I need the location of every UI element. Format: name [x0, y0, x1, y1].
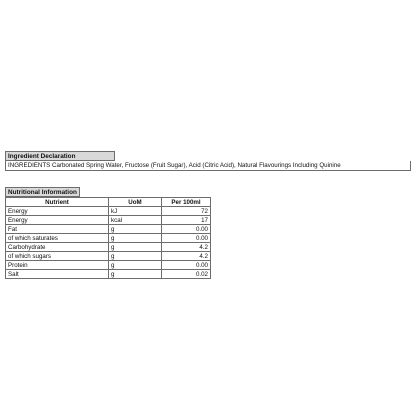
nutritional-information-heading: Nutritional Information — [5, 187, 80, 197]
nutrient-name: Energy — [6, 216, 109, 225]
nutrient-value: 0.02 — [162, 270, 211, 279]
column-header-per-100ml: Per 100ml — [162, 198, 211, 207]
table-row — [6, 252, 211, 261]
nutrient-value: 17 — [162, 216, 211, 225]
nutrient-unit: g — [109, 243, 162, 252]
table-row — [6, 234, 211, 243]
product-info-sheet — [5, 151, 411, 279]
nutrient-value: 4.2 — [162, 252, 211, 261]
nutrient-value: 0.00 — [162, 234, 211, 243]
ingredient-declaration-heading: Ingredient Declaration — [5, 151, 115, 161]
table-row — [6, 243, 211, 252]
ingredients-text: INGREDIENTS Carbonated Spring Water, Fructose (Fruit Sugar), Acid (Citric Acid), Natural Flavourings Including Quinine — [5, 161, 411, 171]
nutrient-value: 72 — [162, 207, 211, 216]
nutrition-header-row — [6, 198, 211, 207]
nutrient-unit: kcal — [109, 216, 162, 225]
table-row — [6, 216, 211, 225]
table-row — [6, 270, 211, 279]
nutrient-name: of which sugars — [6, 252, 109, 261]
nutrient-name: of which saturates — [6, 234, 109, 243]
nutrient-value: 0.00 — [162, 261, 211, 270]
nutrient-name: Energy — [6, 207, 109, 216]
table-row — [6, 225, 211, 234]
nutrient-value: 0.00 — [162, 225, 211, 234]
nutrient-unit: g — [109, 225, 162, 234]
table-row — [6, 261, 211, 270]
nutrient-unit: kJ — [109, 207, 162, 216]
nutrient-name: Fat — [6, 225, 109, 234]
nutrient-unit: g — [109, 261, 162, 270]
nutrient-name: Protein — [6, 261, 109, 270]
nutrient-value: 4.2 — [162, 243, 211, 252]
nutrient-unit: g — [109, 252, 162, 261]
table-row — [6, 207, 211, 216]
nutrient-unit: g — [109, 270, 162, 279]
nutrition-table — [5, 197, 211, 279]
nutrient-unit: g — [109, 234, 162, 243]
nutrient-name: Carbohydrate — [6, 243, 109, 252]
nutrient-name: Salt — [6, 270, 109, 279]
column-header-nutrient: Nutrient — [6, 198, 109, 207]
column-header-uom: UoM — [109, 198, 162, 207]
